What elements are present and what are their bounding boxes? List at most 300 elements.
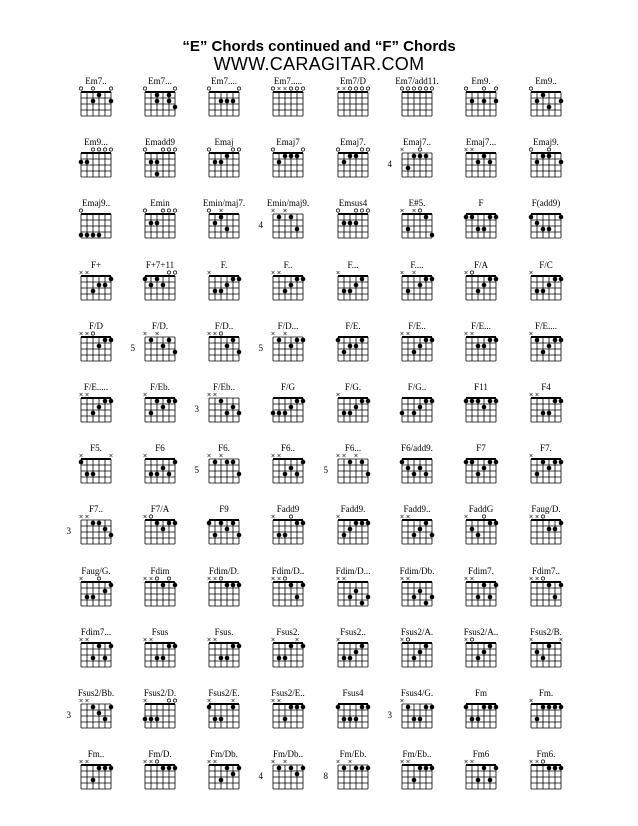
- chord-diagram: [446, 260, 516, 310]
- muted-string-marker: ×: [230, 697, 236, 705]
- chord-name: F/D..: [214, 320, 234, 331]
- chord-name: Fsus2/Bb.: [77, 688, 115, 698]
- finger-dot: [354, 221, 359, 226]
- finger-dot: [231, 521, 236, 526]
- chord-name: F6...: [344, 443, 362, 454]
- finger-dot: [155, 521, 160, 526]
- chord-diagram: [125, 260, 195, 310]
- finger-dot: [470, 215, 475, 220]
- fretboard: [203, 696, 247, 732]
- finger-dot: [103, 717, 108, 722]
- chord-diagram: [511, 260, 581, 310]
- finger-dot: [213, 717, 218, 722]
- muted-string-marker: ×: [463, 269, 469, 277]
- finger-dot: [219, 160, 224, 165]
- fretboard: [267, 451, 311, 487]
- muted-string-marker: ×: [206, 575, 212, 583]
- muted-string-marker: ×: [463, 636, 469, 644]
- finger-dot: [494, 399, 499, 404]
- finger-dot: [366, 472, 371, 477]
- muted-string-marker: ×: [341, 575, 347, 583]
- muted-string-marker: ×: [78, 269, 84, 277]
- finger-dot: [424, 643, 429, 648]
- fretboard: [139, 757, 183, 793]
- muted-string-marker: ×: [78, 391, 84, 399]
- chord-name: F7/A: [150, 504, 170, 515]
- finger-dot: [219, 778, 224, 783]
- chord-name: F6: [155, 443, 165, 454]
- finger-dot: [366, 705, 371, 710]
- open-string-marker: [79, 87, 82, 90]
- open-string-marker: [109, 148, 112, 151]
- open-string-marker: [541, 515, 544, 518]
- open-string-marker: [231, 148, 234, 151]
- open-string-marker: [424, 87, 427, 90]
- finger-dot: [348, 288, 353, 293]
- finger-dot: [109, 766, 114, 771]
- finger-dot: [161, 405, 166, 410]
- finger-dot: [547, 343, 552, 348]
- finger-dot: [167, 643, 172, 648]
- chord-name: Faug/G.: [81, 565, 111, 576]
- chord-name: Fsus: [151, 626, 169, 637]
- fret-number: 5: [130, 342, 135, 353]
- muted-string-marker: ×: [142, 697, 148, 705]
- chord-diagram: [511, 76, 581, 126]
- chord-diagram: [318, 749, 388, 799]
- finger-dot: [488, 705, 493, 710]
- chord-name: FaddG: [468, 504, 494, 515]
- muted-string-marker: ×: [558, 636, 564, 644]
- muted-string-marker: ×: [405, 575, 411, 583]
- muted-string-marker: ×: [142, 575, 148, 583]
- finger-dot: [85, 594, 90, 599]
- finger-dot: [225, 527, 230, 532]
- chord-diagram: [125, 382, 195, 432]
- muted-string-marker: ×: [399, 207, 405, 215]
- finger-dot: [173, 521, 178, 526]
- finger-dot: [161, 766, 166, 771]
- finger-dot: [488, 594, 493, 599]
- finger-dot: [354, 717, 359, 722]
- chord-diagram: [318, 504, 388, 554]
- finger-dot: [482, 227, 487, 232]
- finger-dot: [149, 282, 154, 287]
- fretboard: [332, 268, 376, 304]
- muted-string-marker: ×: [528, 636, 534, 644]
- chord-name: Em7/add11.: [395, 76, 439, 86]
- finger-dot: [231, 643, 236, 648]
- chord-name: Fsus4: [342, 688, 364, 698]
- finger-dot: [418, 649, 423, 654]
- open-string-marker: [470, 270, 473, 273]
- finger-dot: [277, 215, 282, 220]
- finger-dot: [289, 282, 294, 287]
- finger-dot: [219, 288, 224, 293]
- finger-dot: [167, 93, 172, 98]
- open-string-marker: [412, 87, 415, 90]
- chord-name: Fdim: [150, 565, 170, 576]
- chord-name: Fm6.: [536, 749, 556, 760]
- chord-diagram: [446, 137, 516, 187]
- finger-dot: [559, 460, 564, 465]
- finger-dot: [360, 766, 365, 771]
- finger-dot: [418, 282, 423, 287]
- finger-dot: [559, 99, 564, 104]
- muted-string-marker: ×: [206, 636, 212, 644]
- finger-dot: [143, 276, 148, 281]
- chord-diagram: [511, 627, 581, 677]
- fretboard: [267, 329, 311, 365]
- open-string-marker: [173, 87, 176, 90]
- fretboard: [267, 696, 311, 732]
- open-string-marker: [237, 148, 240, 151]
- chord-name: Fsus.: [214, 626, 234, 637]
- muted-string-marker: ×: [78, 452, 84, 460]
- finger-dot: [406, 466, 411, 471]
- finger-dot: [553, 399, 558, 404]
- chord-name: F9: [219, 504, 229, 515]
- chord-name: F7..: [88, 504, 103, 515]
- finger-dot: [289, 582, 294, 587]
- finger-dot: [277, 411, 282, 416]
- muted-string-marker: ×: [469, 146, 475, 154]
- finger-dot: [225, 766, 230, 771]
- chord-name: Fm.: [538, 688, 554, 698]
- finger-dot: [295, 772, 300, 777]
- chord-diagram: [382, 260, 452, 310]
- chord-diagram: [446, 749, 516, 799]
- finger-dot: [167, 337, 172, 342]
- finger-dot: [470, 460, 475, 465]
- finger-dot: [91, 472, 96, 477]
- open-string-marker: [143, 87, 146, 90]
- finger-dot: [418, 405, 423, 410]
- muted-string-marker: ×: [528, 391, 534, 399]
- muted-string-marker: ×: [463, 758, 469, 766]
- chord-name: Emaj7: [276, 137, 300, 148]
- chord-diagram: [511, 198, 581, 248]
- open-string-marker: [354, 209, 357, 212]
- finger-dot: [535, 472, 540, 477]
- fretboard: [203, 390, 247, 426]
- finger-dot: [418, 588, 423, 593]
- finger-dot: [464, 705, 469, 710]
- open-string-marker: [103, 148, 106, 151]
- muted-string-marker: ×: [534, 758, 540, 766]
- finger-dot: [213, 460, 218, 465]
- open-string-marker: [97, 576, 100, 579]
- finger-dot: [161, 343, 166, 348]
- finger-dot: [494, 99, 499, 104]
- muted-string-marker: ×: [276, 452, 282, 460]
- muted-string-marker: ×: [78, 513, 84, 521]
- finger-dot: [494, 215, 499, 220]
- fretboard: [396, 390, 440, 426]
- muted-string-marker: ×: [399, 758, 405, 766]
- muted-string-marker: ×: [528, 575, 534, 583]
- muted-string-marker: ×: [142, 513, 148, 521]
- finger-dot: [155, 99, 160, 104]
- finger-dot: [295, 521, 300, 526]
- finger-dot: [494, 337, 499, 342]
- chord-diagram: [189, 76, 259, 126]
- fretboard: [525, 206, 569, 242]
- finger-dot: [237, 276, 242, 281]
- muted-string-marker: ×: [78, 330, 84, 338]
- finger-dot: [336, 337, 341, 342]
- chord-name: Fsus2.: [276, 626, 300, 637]
- finger-dot: [541, 411, 546, 416]
- finger-dot: [348, 343, 353, 348]
- finger-dot: [301, 521, 306, 526]
- finger-dot: [541, 460, 546, 465]
- finger-dot: [283, 717, 288, 722]
- muted-string-marker: ×: [218, 452, 224, 460]
- finger-dot: [283, 154, 288, 159]
- muted-string-marker: ×: [142, 452, 148, 460]
- chord-diagram: [61, 198, 131, 248]
- muted-string-marker: ×: [534, 575, 540, 583]
- fretboard: [75, 206, 119, 242]
- finger-dot: [336, 705, 341, 710]
- finger-dot: [342, 288, 347, 293]
- finger-dot: [553, 337, 558, 342]
- fretboard: [332, 206, 376, 242]
- open-string-marker: [283, 576, 286, 579]
- muted-string-marker: ×: [335, 391, 341, 399]
- chord-name: F11: [474, 382, 488, 392]
- open-string-marker: [79, 209, 82, 212]
- chord-diagram: [318, 688, 388, 738]
- fretboard: [267, 84, 311, 120]
- muted-string-marker: ×: [335, 636, 341, 644]
- finger-dot: [219, 717, 224, 722]
- muted-string-marker: ×: [276, 269, 282, 277]
- fretboard: [75, 451, 119, 487]
- finger-dot: [161, 282, 166, 287]
- muted-string-marker: ×: [469, 758, 475, 766]
- muted-string-marker: ×: [347, 758, 353, 766]
- chord-name: Fm: [474, 688, 487, 698]
- finger-dot: [354, 766, 359, 771]
- open-string-marker: [219, 332, 222, 335]
- finger-dot: [559, 521, 564, 526]
- finger-dot: [342, 533, 347, 538]
- muted-string-marker: ×: [469, 575, 475, 583]
- chord-name: F(add9): [531, 198, 561, 209]
- finger-dot: [277, 533, 282, 538]
- muted-string-marker: ×: [206, 269, 212, 277]
- finger-dot: [91, 99, 96, 104]
- finger-dot: [418, 466, 423, 471]
- chord-name: Fsus2/A..: [463, 626, 499, 637]
- muted-string-marker: ×: [148, 636, 154, 644]
- open-string-marker: [418, 87, 421, 90]
- muted-string-marker: ×: [270, 269, 276, 277]
- chord-diagram: [511, 321, 581, 371]
- finger-dot: [225, 154, 230, 159]
- chord-diagram: [125, 504, 195, 554]
- muted-string-marker: ×: [411, 207, 417, 215]
- chord-diagram: [511, 688, 581, 738]
- chord-name: Fm/Eb..: [402, 749, 432, 760]
- chord-diagram: [382, 688, 452, 738]
- chord-name: Emaj9..: [82, 198, 110, 209]
- finger-dot: [173, 766, 178, 771]
- finger-dot: [283, 472, 288, 477]
- fretboard: [525, 635, 569, 671]
- finger-dot: [109, 582, 114, 587]
- finger-dot: [464, 215, 469, 220]
- chord-name: Fadd9.: [340, 504, 366, 515]
- finger-dot: [553, 705, 558, 710]
- chord-name: F/G: [280, 382, 295, 392]
- muted-string-marker: ×: [399, 330, 405, 338]
- chord-diagram: [511, 443, 581, 493]
- muted-string-marker: ×: [399, 269, 405, 277]
- finger-dot: [366, 594, 371, 599]
- chord-diagram: [511, 137, 581, 187]
- finger-dot: [289, 405, 294, 410]
- fretboard: [332, 574, 376, 610]
- open-string-marker: [366, 87, 369, 90]
- open-string-marker: [219, 576, 222, 579]
- chord-diagram: [189, 566, 259, 616]
- finger-dot: [79, 160, 84, 165]
- fretboard: [332, 145, 376, 181]
- finger-dot: [535, 649, 540, 654]
- finger-dot: [547, 105, 552, 110]
- finger-dot: [161, 466, 166, 471]
- finger-dot: [547, 766, 552, 771]
- chord-name: Fdim7..: [531, 565, 560, 576]
- muted-string-marker: ×: [463, 513, 469, 521]
- open-string-marker: [541, 760, 544, 763]
- chord-diagram: [61, 321, 131, 371]
- finger-dot: [348, 717, 353, 722]
- chord-diagram: [189, 321, 259, 371]
- finger-dot: [213, 160, 218, 165]
- finger-dot: [219, 655, 224, 660]
- chord-name: F6..: [280, 443, 295, 454]
- finger-dot: [412, 655, 417, 660]
- finger-dot: [342, 411, 347, 416]
- finger-dot: [476, 227, 481, 232]
- finger-dot: [173, 105, 178, 110]
- open-string-marker: [167, 148, 170, 151]
- chord-diagram: [61, 627, 131, 677]
- finger-dot: [424, 472, 429, 477]
- chord-diagram: [189, 627, 259, 677]
- open-string-marker: [109, 87, 112, 90]
- finger-dot: [173, 582, 178, 587]
- chord-name: F/C: [539, 259, 553, 270]
- chord-name: Emaj7..: [403, 137, 431, 148]
- muted-string-marker: ×: [148, 575, 154, 583]
- open-string-marker: [360, 209, 363, 212]
- chord-name: F4: [541, 382, 551, 392]
- open-string-marker: [289, 515, 292, 518]
- finger-dot: [342, 160, 347, 165]
- muted-string-marker: ×: [212, 575, 218, 583]
- fretboard: [460, 268, 504, 304]
- finger-dot: [237, 411, 242, 416]
- muted-string-marker: ×: [270, 636, 276, 644]
- finger-dot: [494, 276, 499, 281]
- open-string-marker: [406, 87, 409, 90]
- finger-dot: [85, 160, 90, 165]
- finger-dot: [283, 655, 288, 660]
- finger-dot: [301, 337, 306, 342]
- finger-dot: [301, 399, 306, 404]
- finger-dot: [366, 521, 371, 526]
- open-string-marker: [348, 87, 351, 90]
- finger-dot: [476, 533, 481, 538]
- muted-string-marker: ×: [411, 269, 417, 277]
- finger-dot: [237, 533, 242, 538]
- muted-string-marker: ×: [353, 452, 359, 460]
- chord-name: F7: [476, 443, 486, 454]
- fretboard: [75, 512, 119, 548]
- finger-dot: [553, 594, 558, 599]
- finger-dot: [155, 221, 160, 226]
- finger-dot: [553, 460, 558, 465]
- finger-dot: [547, 705, 552, 710]
- muted-string-marker: ×: [212, 758, 218, 766]
- chord-diagram: [446, 688, 516, 738]
- fretboard: [139, 390, 183, 426]
- muted-string-marker: ×: [276, 575, 282, 583]
- muted-string-marker: ×: [270, 758, 276, 766]
- chord-name: F/D...: [277, 320, 299, 331]
- fret-number: 5: [194, 465, 199, 476]
- chord-diagram: [253, 76, 323, 126]
- chord-name: Em7.....: [273, 76, 303, 86]
- fretboard: [75, 329, 119, 365]
- finger-dot: [424, 705, 429, 710]
- finger-dot: [91, 288, 96, 293]
- open-string-marker: [336, 209, 339, 212]
- fretboard: [460, 512, 504, 548]
- chord-diagram: [511, 504, 581, 554]
- finger-dot: [488, 160, 493, 165]
- finger-dot: [91, 778, 96, 783]
- fretboard: [139, 329, 183, 365]
- chord-name: Emin/maj7.: [202, 198, 246, 209]
- finger-dot: [424, 521, 429, 526]
- muted-string-marker: ×: [148, 758, 154, 766]
- finger-dot: [354, 405, 359, 410]
- finger-dot: [482, 705, 487, 710]
- chord-name: Em9.: [471, 76, 491, 86]
- finger-dot: [360, 337, 365, 342]
- open-string-marker: [161, 148, 164, 151]
- muted-string-marker: ×: [399, 575, 405, 583]
- fretboard: [75, 390, 119, 426]
- open-string-marker: [541, 576, 544, 579]
- finger-dot: [277, 337, 282, 342]
- chord-name: Emadd9: [145, 137, 175, 148]
- muted-string-marker: ×: [206, 452, 212, 460]
- chord-diagram: [318, 260, 388, 310]
- finger-dot: [418, 154, 423, 159]
- finger-dot: [225, 99, 230, 104]
- chord-name: Fm/Db..: [272, 749, 303, 760]
- finger-dot: [559, 766, 564, 771]
- finger-dot: [173, 460, 178, 465]
- finger-dot: [360, 643, 365, 648]
